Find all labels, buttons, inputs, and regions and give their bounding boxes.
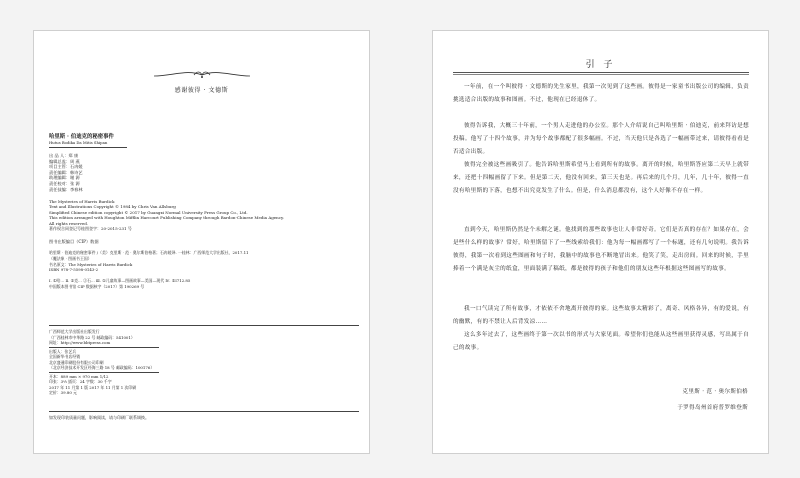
copyright-line: 著作权合同登记号桂图登字：20-2015-231 号: [49, 226, 132, 232]
paragraph: 直到今天，哈里斯仍然是个未解之谜。他找到的那些故事也让人非常好奇。它们是否真的存在？如果存在，会是些什么样的故事？常好，哈里斯留下了一些线索给我们：他为每一幅画都写了一个标题，还有几句说明。我告诉彼得，我第一次看到这些图画和句子时，我脑中的故事也不断地冒出来。他笑了笑，走出房间。回来的时候，手里捧着一个满是灰尘的纸盒，里面装满了稿纸，都是彼得的孩子和他们的朋友这些年根据这些图画写的故事。: [453, 227, 749, 272]
book-title-en: Hutus Bodika Da Mitis Shipan: [49, 140, 108, 145]
paragraph: 这么多年过去了，这些画终于第一次以书的形式与大家见面。希望你们也能从这些画里获得灵感，写出属于自己的故事。: [453, 332, 749, 351]
cip-line: Ⅰ. ①哈… Ⅱ. ①克… ②石… Ⅲ. ①儿童故事—图画故事—美国—现代 Ⅳ. ①I712.85: [49, 278, 191, 284]
cip-line: ISBN 978-7-5598-0143-2: [49, 267, 99, 273]
publisher-line: 广西师范大学出版社出版发行: [49, 329, 100, 334]
footer-note: 如发现印装质量问题，影响阅读，请与印刷厂联系调换。: [49, 415, 149, 420]
credit-line: 责任技编：李春林: [49, 186, 83, 192]
paragraph: 一年前，在一个叫彼得 · 文德斯的先生家里，我第一次见到了这些画。彼得是一家童书出版公司的编辑，负责挑选适合出版的故事和图画。不过，他现在已经退休了。: [453, 84, 749, 103]
signature: 克里斯 · 范 · 奥尔斯伯格: [682, 389, 748, 395]
publisher-line: （北京经济技术开发区经海三路 18 号 邮政编码：100176）: [49, 365, 155, 370]
paragraph: 我一口气读完了所有故事，才依依不舍地离开彼得的家。这些故事太精彩了，离奇、风格各异，有的爱说，有的幽默，有的不禁让人后背发凉……: [453, 306, 749, 325]
publisher-block: [49, 329, 159, 396]
credit-line: 编辑总监：周 燕: [49, 158, 80, 164]
publisher-line: 网址：http://www.bbtpress.com: [49, 340, 111, 345]
publisher-line: （广西桂林市中华路 22 号 邮政编码：541001）: [49, 334, 135, 340]
title-underline-thin: [453, 74, 749, 75]
divider: [49, 325, 359, 326]
foreword-page: [432, 30, 769, 454]
publisher-line: 定价：39.80 元: [49, 390, 77, 395]
cip-line: 中国版本图书馆 CIP 数据核字（2017）第 190269 号: [49, 283, 145, 289]
divider: [49, 347, 159, 348]
book-title-cn: 哈里斯 · 伯迪克的秘密事件: [49, 134, 114, 140]
ornament-swirl-icon: [152, 67, 252, 81]
copyright-page: [33, 30, 370, 454]
credit-line: 责任校对：张 源: [49, 180, 80, 186]
copyright-block: [49, 199, 284, 231]
copyright-line: This edition arranged with Houghton Mifflin Harcourt Publishing Company through Bardon-Chinese Media Agency.: [49, 215, 284, 221]
cip-line: 书名原文：The Mysteries of Harris Burdick: [49, 261, 133, 267]
publisher-line: 北京盛通印刷股份有限公司印刷: [49, 359, 104, 365]
credits-block: [49, 153, 83, 192]
foreword-title: 引 子: [585, 60, 616, 70]
credit-line: 出 品 人：郑 康: [49, 153, 79, 158]
publisher-line: 2017 年 11 月第 1 版 2017 年 11 月第 1 次印刷: [49, 384, 137, 390]
cip-line: 哈里斯 · 伯迪克的秘密事件 /（美）克里斯 · 范 · 奥尔斯伯格著；石冉媛译. 一桂林：广西师范大学出版社，2017.11: [49, 250, 249, 256]
cip-heading: 图书在版编目（CIP）数据: [49, 239, 99, 244]
dedication: 感谢彼得 · 文德斯: [174, 87, 229, 94]
publisher-line: 开本：889 mm × 970 mm 1/12: [49, 373, 109, 379]
credit-line: 责任编辑：韩诗艺: [49, 169, 83, 175]
divider: [49, 147, 127, 148]
credit-line: 助理编辑：谢 源: [49, 175, 80, 181]
publisher-line: 全国新华书店经销: [49, 354, 81, 359]
credit-line: 项目主管：石冉媛: [49, 164, 83, 170]
divider: [49, 411, 359, 412]
signature-location: 于罗得岛州首府普罗维登斯: [677, 405, 748, 411]
publisher-line: 出版人：张艺兵: [49, 348, 77, 354]
paragraph: 彼得告诉我，大概三十年前，一个男人走进他的办公室。那个人介绍说自己叫哈里斯 · 伯迪克，前来拜访是想投稿。他写了十四个故事，并为每个故事都配了很多幅画。不过，当天他只是各选了一幅画带过来，请彼得看看是否适合出版。: [453, 123, 749, 155]
copyright-line: The Mysteries of Harris Burdick: [49, 199, 115, 204]
cip-block: [49, 245, 249, 289]
copyright-line: Text and Illustrations Copyright © 1984 by Chris Van Allsburg: [49, 204, 176, 210]
title-underline: [453, 72, 749, 73]
divider: [49, 372, 159, 373]
paragraph: 彼得完全被这些画吸引了。他告诉哈里斯希望马上看到所有的故事。离开的时候，哈里斯答应第二天早上就带来，还把十四幅画留了下来。但是第二天，他没有回来，第三天也是。再后来的几个月，几年，几十年，彼得一直没有哈里斯的下落，也想不出究竟发生了什么。但是，什么消息都没有，这个人好像不存在一样。: [453, 162, 749, 194]
copyright-line: All rights reserved.: [49, 220, 89, 226]
publisher-line: 印张：3⅓ 插页：24 字数：30 千字: [49, 379, 112, 384]
cip-line: （魔法象 · 图画书王国）: [49, 255, 92, 261]
copyright-line: Simplified Chinese edition copyright © 2017 by Guangxi Normal University Press Group Co., Ltd.: [49, 209, 248, 215]
